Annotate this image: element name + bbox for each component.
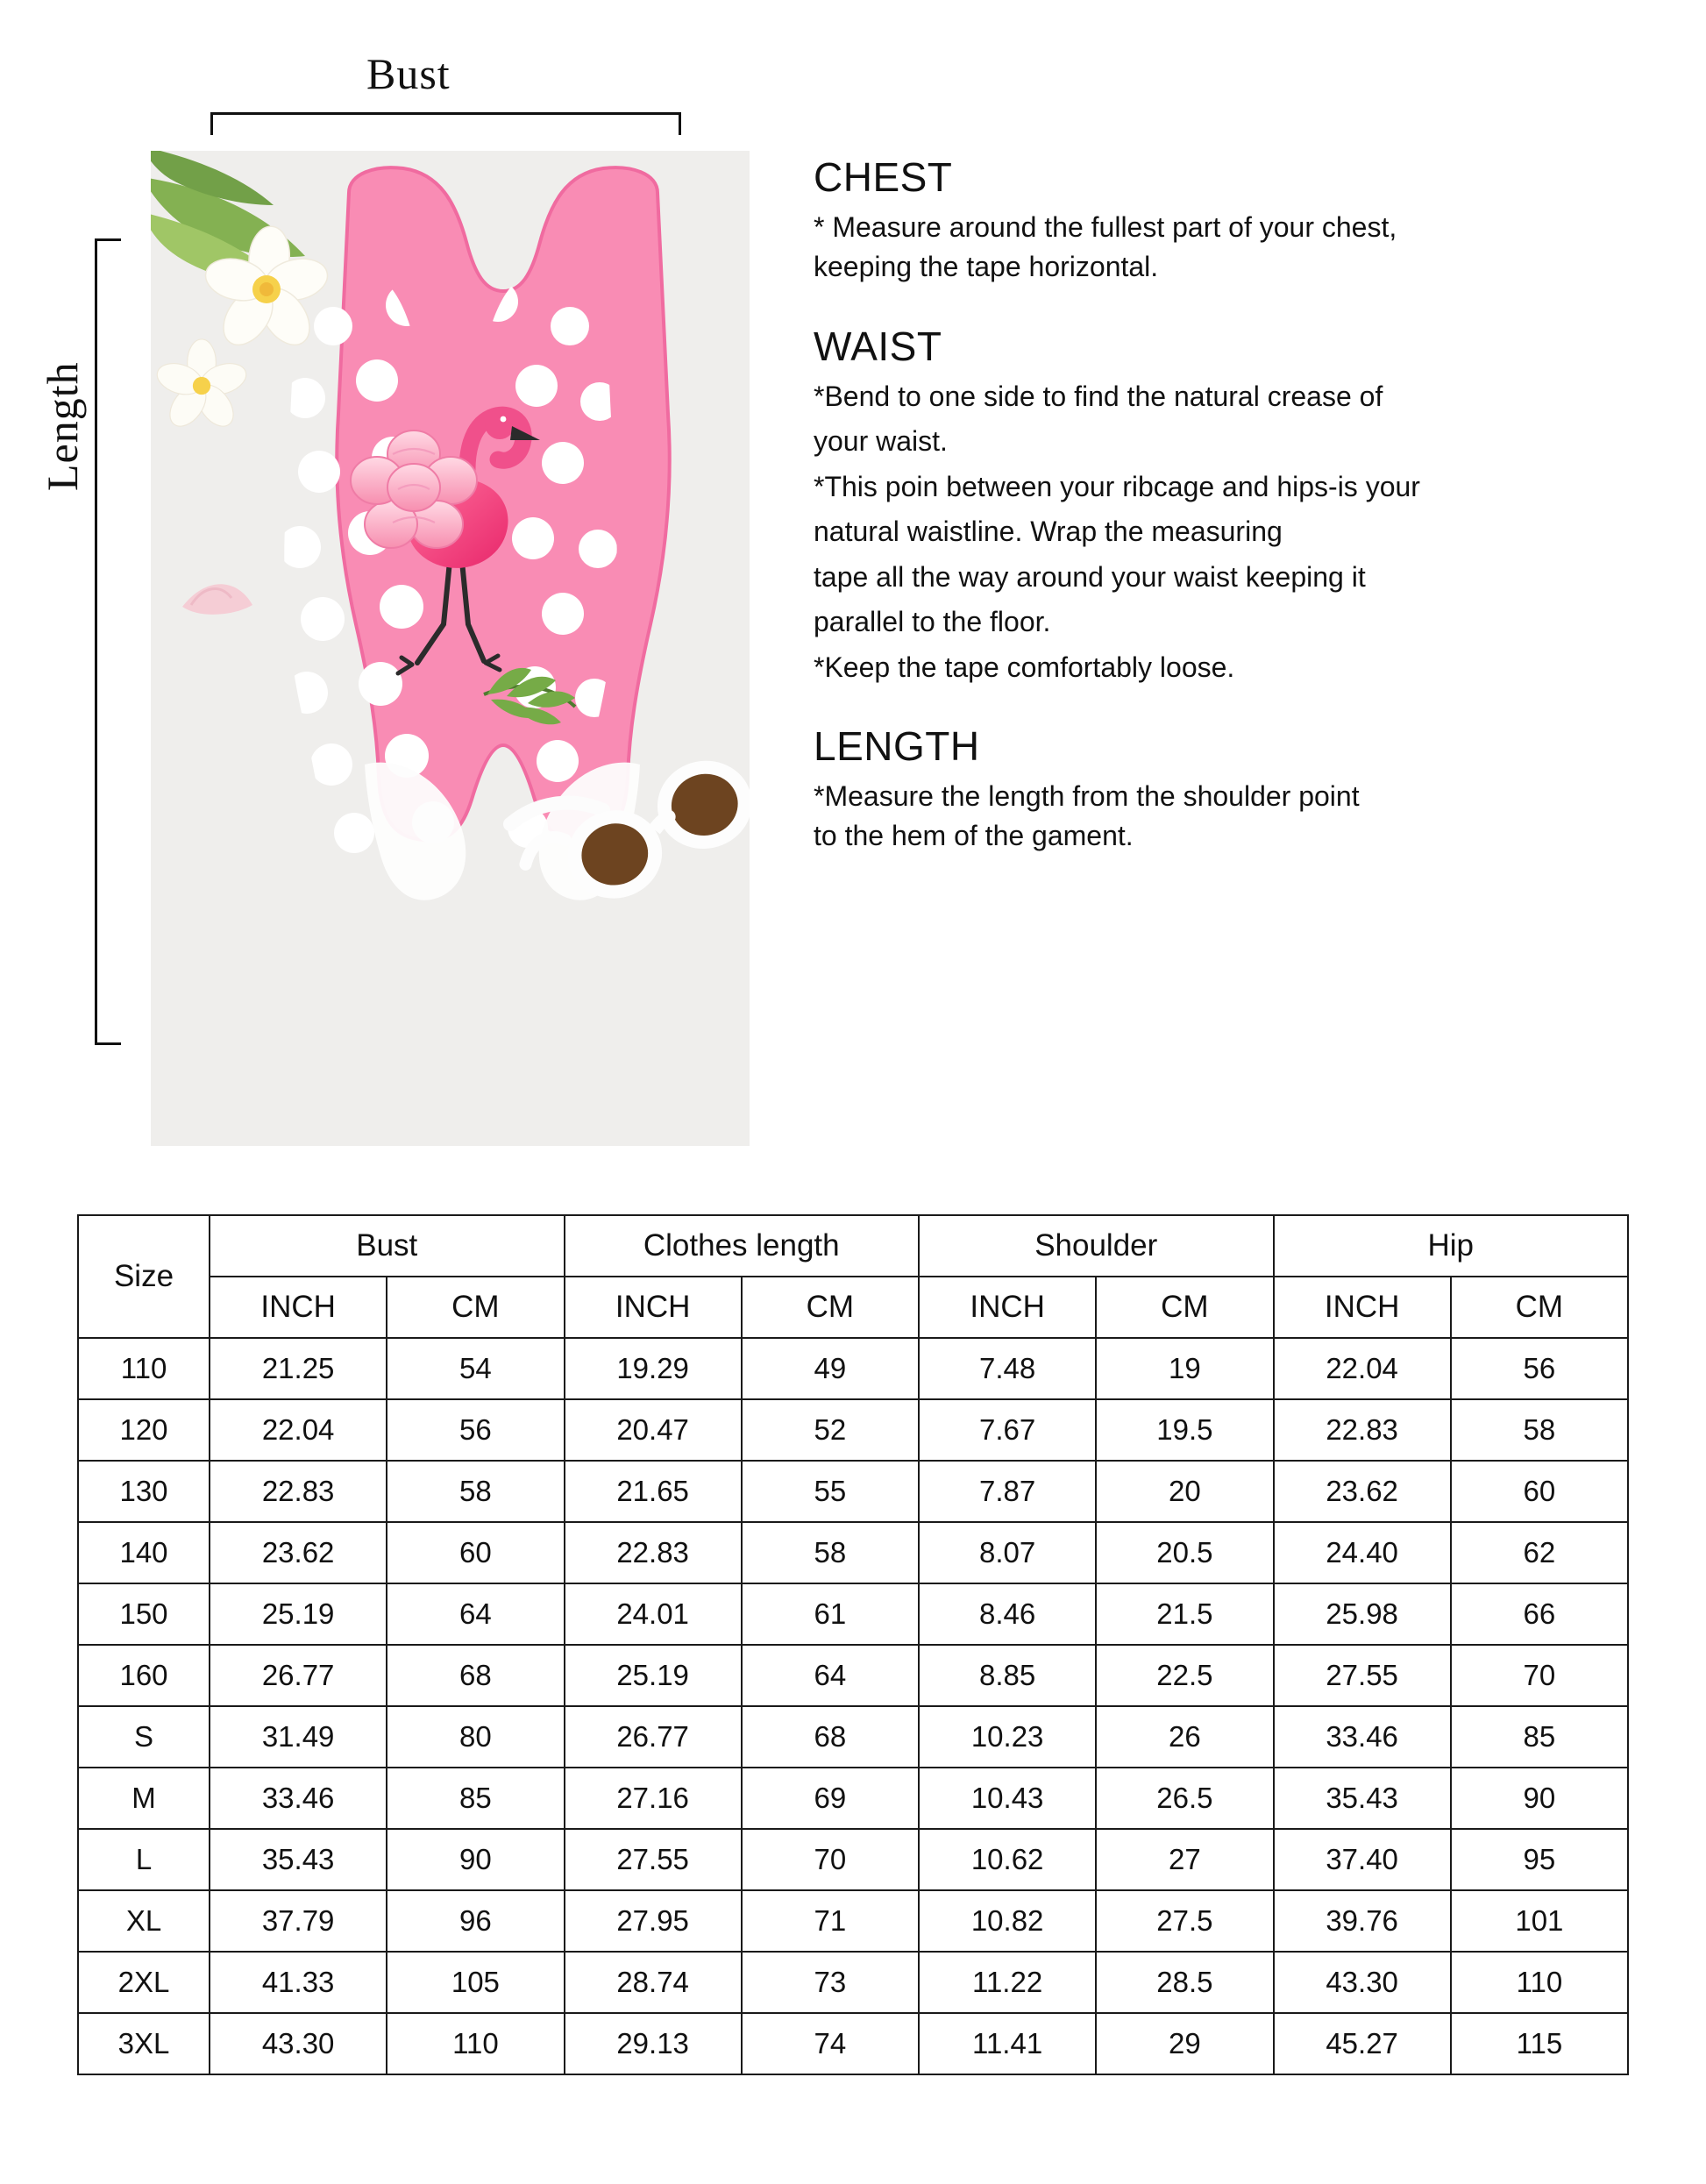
measurement-instructions xyxy=(814,153,1638,857)
cell-hip-inch: 45.27 xyxy=(1274,2013,1451,2074)
cell-hip-cm: 70 xyxy=(1451,1645,1628,1706)
cell-hip-cm: 85 xyxy=(1451,1706,1628,1768)
cell-bust-cm: 60 xyxy=(387,1522,564,1583)
instruction-block-waist xyxy=(814,323,1638,687)
cell-hip-inch: 39.76 xyxy=(1274,1890,1451,1952)
cell-hip-cm: 56 xyxy=(1451,1338,1628,1399)
cell-hip-cm: 60 xyxy=(1451,1461,1628,1522)
cell-hip-cm: 110 xyxy=(1451,1952,1628,2013)
length-line-2: to the hem of the gament. xyxy=(814,820,1134,852)
instruction-block-length xyxy=(814,722,1638,857)
cell-bust-inch: 22.83 xyxy=(210,1461,387,1522)
cell-bust-inch: 41.33 xyxy=(210,1952,387,2013)
cell-length-cm: 68 xyxy=(742,1706,919,1768)
header-unit-shoulder-inch: INCH xyxy=(919,1277,1096,1338)
length-bracket-tick-bottom xyxy=(95,1042,121,1045)
chest-line-1: * Measure around the fullest part of your chest, xyxy=(814,211,1397,243)
cell-length-inch: 29.13 xyxy=(565,2013,742,2074)
header-group-shoulder: Shoulder xyxy=(919,1215,1274,1277)
cell-length-cm: 64 xyxy=(742,1645,919,1706)
cell-bust-inch: 26.77 xyxy=(210,1645,387,1706)
cell-shoulder-inch: 10.43 xyxy=(919,1768,1096,1829)
cell-bust-cm: 85 xyxy=(387,1768,564,1829)
cell-shoulder-inch: 8.85 xyxy=(919,1645,1096,1706)
cell-length-cm: 49 xyxy=(742,1338,919,1399)
cell-shoulder-cm: 19.5 xyxy=(1096,1399,1273,1461)
cell-hip-inch: 37.40 xyxy=(1274,1829,1451,1890)
cell-length-cm: 58 xyxy=(742,1522,919,1583)
cell-hip-inch: 23.62 xyxy=(1274,1461,1451,1522)
cell-bust-cm: 90 xyxy=(387,1829,564,1890)
cell-shoulder-cm: 19 xyxy=(1096,1338,1273,1399)
cell-hip-cm: 101 xyxy=(1451,1890,1628,1952)
cell-hip-cm: 58 xyxy=(1451,1399,1628,1461)
cell-bust-cm: 56 xyxy=(387,1399,564,1461)
header-group-hip: Hip xyxy=(1274,1215,1629,1277)
cell-shoulder-inch: 7.48 xyxy=(919,1338,1096,1399)
cell-length-inch: 20.47 xyxy=(565,1399,742,1461)
cell-hip-inch: 35.43 xyxy=(1274,1768,1451,1829)
bust-bracket-line xyxy=(210,112,681,115)
cell-shoulder-inch: 7.67 xyxy=(919,1399,1096,1461)
cell-size: XL xyxy=(78,1890,210,1952)
table-row xyxy=(78,1399,1628,1461)
cell-bust-inch: 31.49 xyxy=(210,1706,387,1768)
cell-size: 110 xyxy=(78,1338,210,1399)
table-row xyxy=(78,2013,1628,2074)
cell-bust-inch: 25.19 xyxy=(210,1583,387,1645)
cell-length-inch: 25.19 xyxy=(565,1645,742,1706)
chest-body xyxy=(814,208,1638,288)
cell-shoulder-cm: 27 xyxy=(1096,1829,1273,1890)
header-unit-hip-inch: INCH xyxy=(1274,1277,1451,1338)
cell-shoulder-inch: 10.62 xyxy=(919,1829,1096,1890)
chest-line-2: keeping the tape horizontal. xyxy=(814,251,1159,283)
cell-size: 150 xyxy=(78,1583,210,1645)
header-size: Size xyxy=(78,1215,210,1338)
cell-bust-cm: 96 xyxy=(387,1890,564,1952)
bust-bracket-tick-right xyxy=(679,112,681,135)
waist-line-2: your waist. xyxy=(814,425,948,458)
cell-length-inch: 27.16 xyxy=(565,1768,742,1829)
table-head xyxy=(78,1215,1628,1338)
cell-shoulder-cm: 22.5 xyxy=(1096,1645,1273,1706)
table-row xyxy=(78,1706,1628,1768)
cell-hip-cm: 62 xyxy=(1451,1522,1628,1583)
cell-shoulder-cm: 20.5 xyxy=(1096,1522,1273,1583)
table-row xyxy=(78,1890,1628,1952)
cell-length-inch: 27.55 xyxy=(565,1829,742,1890)
waist-line-7: *Keep the tape comfortably loose. xyxy=(814,651,1235,683)
cell-bust-cm: 58 xyxy=(387,1461,564,1522)
cell-shoulder-inch: 11.22 xyxy=(919,1952,1096,2013)
cell-shoulder-cm: 26 xyxy=(1096,1706,1273,1768)
cell-hip-inch: 22.04 xyxy=(1274,1338,1451,1399)
cell-length-cm: 74 xyxy=(742,2013,919,2074)
length-heading: LENGTH xyxy=(814,722,980,769)
table-row xyxy=(78,1338,1628,1399)
table-row xyxy=(78,1645,1628,1706)
cell-length-inch: 28.74 xyxy=(565,1952,742,2013)
bust-label: Bust xyxy=(366,49,451,98)
cell-bust-inch: 37.79 xyxy=(210,1890,387,1952)
cell-length-cm: 52 xyxy=(742,1399,919,1461)
cell-shoulder-cm: 21.5 xyxy=(1096,1583,1273,1645)
cell-size: 120 xyxy=(78,1399,210,1461)
cell-hip-inch: 33.46 xyxy=(1274,1706,1451,1768)
cell-shoulder-inch: 10.23 xyxy=(919,1706,1096,1768)
cell-bust-inch: 43.30 xyxy=(210,2013,387,2074)
cell-shoulder-inch: 8.07 xyxy=(919,1522,1096,1583)
cell-shoulder-cm: 28.5 xyxy=(1096,1952,1273,2013)
cell-length-cm: 70 xyxy=(742,1829,919,1890)
waist-line-5: tape all the way around your waist keeping it xyxy=(814,560,1366,593)
cell-shoulder-cm: 29 xyxy=(1096,2013,1273,2074)
cell-size: 140 xyxy=(78,1522,210,1583)
cell-length-inch: 27.95 xyxy=(565,1890,742,1952)
cell-size: 2XL xyxy=(78,1952,210,2013)
cell-size: 160 xyxy=(78,1645,210,1706)
cell-hip-cm: 115 xyxy=(1451,2013,1628,2074)
cell-bust-cm: 54 xyxy=(387,1338,564,1399)
cell-hip-inch: 27.55 xyxy=(1274,1645,1451,1706)
cell-bust-inch: 22.04 xyxy=(210,1399,387,1461)
waist-heading: WAIST xyxy=(814,323,942,369)
header-unit-length-cm: CM xyxy=(742,1277,919,1338)
cell-hip-cm: 90 xyxy=(1451,1768,1628,1829)
cell-size: L xyxy=(78,1829,210,1890)
cell-length-cm: 55 xyxy=(742,1461,919,1522)
cell-size: M xyxy=(78,1768,210,1829)
cell-length-cm: 61 xyxy=(742,1583,919,1645)
cell-bust-inch: 35.43 xyxy=(210,1829,387,1890)
cell-length-inch: 24.01 xyxy=(565,1583,742,1645)
cell-bust-inch: 21.25 xyxy=(210,1338,387,1399)
cell-bust-cm: 110 xyxy=(387,2013,564,2074)
table-header-row-units xyxy=(78,1277,1628,1338)
cell-size: 130 xyxy=(78,1461,210,1522)
table-header-row-groups xyxy=(78,1215,1628,1277)
table-row xyxy=(78,1522,1628,1583)
waist-line-1: *Bend to one side to find the natural crease of xyxy=(814,380,1383,412)
cell-length-inch: 22.83 xyxy=(565,1522,742,1583)
table-row xyxy=(78,1461,1628,1522)
cell-hip-inch: 43.30 xyxy=(1274,1952,1451,2013)
cell-shoulder-inch: 7.87 xyxy=(919,1461,1096,1522)
cell-shoulder-cm: 27.5 xyxy=(1096,1890,1273,1952)
cell-bust-inch: 33.46 xyxy=(210,1768,387,1829)
cell-shoulder-cm: 26.5 xyxy=(1096,1768,1273,1829)
chest-heading: CHEST xyxy=(814,154,953,200)
product-photo xyxy=(151,151,750,1146)
length-bracket-tick-top xyxy=(95,238,121,241)
waist-line-3: *This poin between your ribcage and hips-is your xyxy=(814,470,1420,502)
table-row xyxy=(78,1829,1628,1890)
cell-bust-cm: 105 xyxy=(387,1952,564,2013)
cell-length-inch: 19.29 xyxy=(565,1338,742,1399)
size-chart-table xyxy=(77,1214,1629,2075)
length-measure-bracket xyxy=(95,238,124,1045)
instruction-block-chest xyxy=(814,153,1638,288)
cell-length-cm: 71 xyxy=(742,1890,919,1952)
bust-measure-bracket xyxy=(210,112,681,139)
waist-line-6: parallel to the floor. xyxy=(814,606,1051,638)
table-row xyxy=(78,1952,1628,2013)
header-group-clothes-length: Clothes length xyxy=(565,1215,920,1277)
cell-bust-cm: 68 xyxy=(387,1645,564,1706)
length-bracket-line xyxy=(95,238,97,1045)
header-unit-bust-cm: CM xyxy=(387,1277,564,1338)
cell-shoulder-cm: 20 xyxy=(1096,1461,1273,1522)
table-row xyxy=(78,1768,1628,1829)
header-unit-hip-cm: CM xyxy=(1451,1277,1628,1338)
cell-bust-cm: 64 xyxy=(387,1583,564,1645)
cell-size: S xyxy=(78,1706,210,1768)
cell-hip-inch: 25.98 xyxy=(1274,1583,1451,1645)
size-chart-table-wrapper xyxy=(77,1214,1629,2075)
header-group-bust: Bust xyxy=(210,1215,565,1277)
length-line-1: *Measure the length from the shoulder point xyxy=(814,779,1360,812)
cell-length-inch: 21.65 xyxy=(565,1461,742,1522)
cell-hip-cm: 95 xyxy=(1451,1829,1628,1890)
cell-hip-inch: 22.83 xyxy=(1274,1399,1451,1461)
length-label: Length xyxy=(38,361,87,491)
cell-bust-inch: 23.62 xyxy=(210,1522,387,1583)
cell-hip-cm: 66 xyxy=(1451,1583,1628,1645)
cell-shoulder-inch: 11.41 xyxy=(919,2013,1096,2074)
cell-length-inch: 26.77 xyxy=(565,1706,742,1768)
waist-body xyxy=(814,377,1638,687)
cell-length-cm: 73 xyxy=(742,1952,919,2013)
waist-line-4: natural waistline. Wrap the measuring xyxy=(814,516,1283,548)
bust-bracket-tick-left xyxy=(210,112,213,135)
cell-shoulder-inch: 8.46 xyxy=(919,1583,1096,1645)
cell-shoulder-inch: 10.82 xyxy=(919,1890,1096,1952)
header-unit-length-inch: INCH xyxy=(565,1277,742,1338)
cell-size: 3XL xyxy=(78,2013,210,2074)
cell-hip-inch: 24.40 xyxy=(1274,1522,1451,1583)
table-body xyxy=(78,1338,1628,2074)
length-body xyxy=(814,777,1638,857)
cell-bust-cm: 80 xyxy=(387,1706,564,1768)
header-unit-shoulder-cm: CM xyxy=(1096,1277,1273,1338)
cell-length-cm: 69 xyxy=(742,1768,919,1829)
table-row xyxy=(78,1583,1628,1645)
header-unit-bust-inch: INCH xyxy=(210,1277,387,1338)
